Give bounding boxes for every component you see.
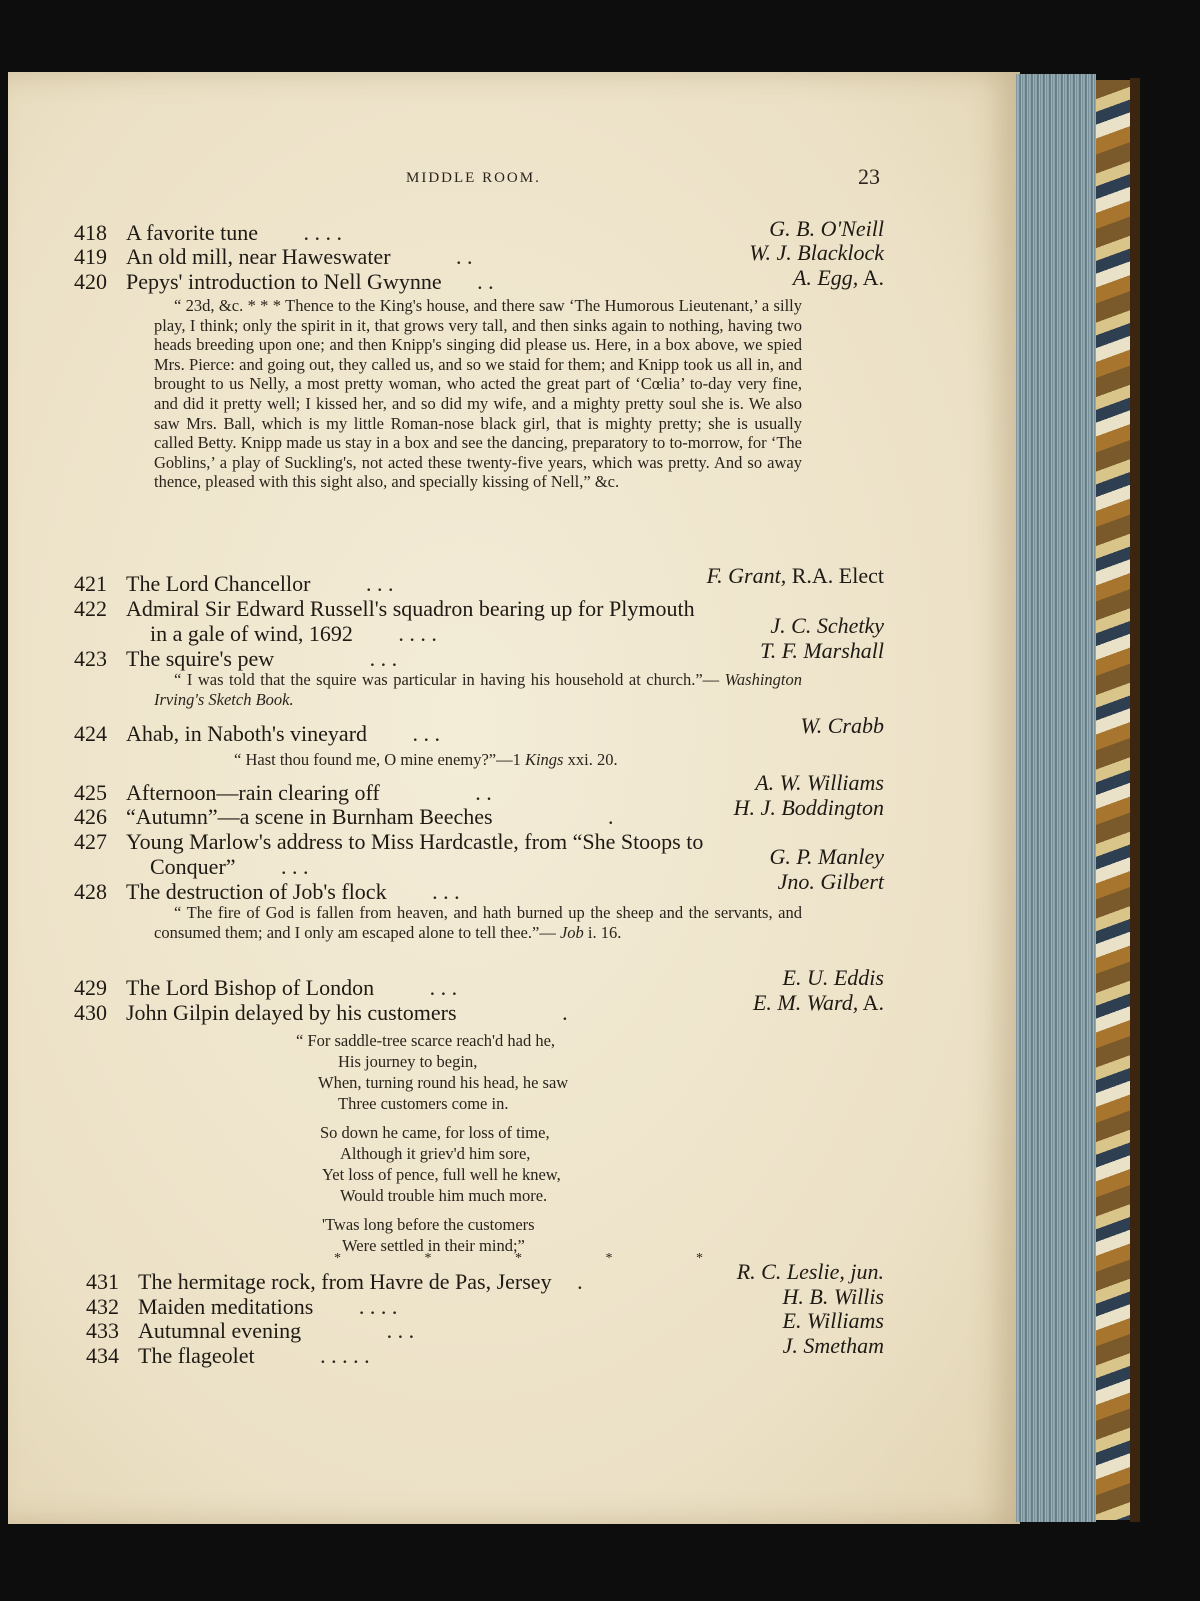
entry-title: Ahab, in Naboth's vineyard: [126, 721, 368, 746]
artist-name: E. M. Ward,: [752, 990, 859, 1015]
artist-name: G. B. O'Neill: [769, 216, 884, 241]
entry-title: John Gilpin delayed by his customers: [126, 1000, 457, 1025]
catalogue-entry-426: [74, 805, 614, 829]
artist-name: J. C. Schetky: [770, 613, 884, 638]
entry-number: 423: [74, 646, 107, 671]
entry-title: Autumnal evening: [138, 1318, 302, 1343]
entry-number: 425: [74, 780, 107, 805]
leader-dots: . . . .: [358, 1294, 398, 1319]
page-number: 23: [858, 164, 880, 189]
artist-name: W. Crabb: [800, 713, 884, 738]
entry-number: 430: [74, 1000, 107, 1025]
entry-number: 418: [74, 220, 107, 245]
catalogue-entry-424: [74, 722, 440, 746]
artist-name: J. Smetham: [782, 1333, 884, 1358]
artist-420: [793, 266, 884, 290]
entry-title: The Lord Bishop of London: [126, 975, 375, 1000]
catalogue-entry-422-cont: [150, 622, 437, 646]
entry-number: 426: [74, 804, 107, 829]
quote-source: Job: [559, 922, 584, 942]
asterisk-line: * * * * *: [334, 1251, 743, 1266]
catalogue-entry-430: [74, 1001, 568, 1025]
verse-line: When, turning round his head, he saw: [318, 1073, 569, 1092]
catalogue-entry-433: [86, 1319, 414, 1343]
catalogue-entry-427: [74, 830, 703, 854]
artist-suffix: A.: [858, 265, 884, 290]
artist-name: G. P. Manley: [769, 844, 884, 869]
artist-name: R. C. Leslie, jun.: [736, 1259, 884, 1284]
artist-427: [770, 845, 884, 869]
entry-title: Admiral Sir Edward Russell's squadron bearing up for Plymouth: [126, 596, 695, 621]
entry-number: 419: [74, 244, 107, 269]
quote-ahab: [234, 750, 794, 770]
artist-422: [770, 614, 884, 638]
artist-name: H. B. Willis: [782, 1284, 884, 1309]
leader-dots: . . .: [369, 646, 398, 671]
leader-dots: . .: [456, 244, 473, 269]
artist-426: [734, 796, 884, 820]
verse-line: Three customers come in.: [338, 1094, 509, 1113]
leader-dots: . .: [477, 269, 494, 294]
artist-419: [749, 241, 884, 265]
verse-line: “ For saddle-tree scarce reach'd had he,: [296, 1031, 556, 1050]
artist-name: T. F. Marshall: [760, 638, 884, 663]
verse-line: So down he came, for loss of time,: [320, 1123, 550, 1142]
entry-number: 427: [74, 829, 107, 854]
running-head: MIDDLE ROOM.: [406, 170, 541, 186]
catalogue-entry-423: [74, 647, 397, 671]
entry-title: The Lord Chancellor: [126, 571, 311, 596]
quote-text: “ I was told that the squire was particular in having his household at church.”—: [174, 670, 720, 689]
quote-squire: [154, 670, 802, 709]
entry-title: Conquer”: [150, 854, 236, 879]
marbled-endpaper: [1096, 80, 1134, 1520]
entry-title: Young Marlow's address to Miss Hardcastle, from “She Stoops to: [126, 829, 704, 854]
entry-number: 420: [74, 269, 107, 294]
quote-text: “ Hast thou found me, O mine enemy?”—1: [234, 750, 521, 769]
entry-number: 434: [86, 1343, 119, 1368]
catalogue-entry-420: [74, 270, 494, 294]
quote-source: Washington Irving's Sketch Book.: [154, 670, 802, 709]
quote-source: Kings: [524, 750, 564, 769]
verse-line: Were settled in their mind;”: [342, 1236, 525, 1255]
leader-dots: . . .: [429, 975, 458, 1000]
leader-dots: . . .: [281, 854, 309, 879]
leader-dots: . .: [475, 780, 492, 805]
entry-title: in a gale of wind, 1692: [150, 621, 353, 646]
artist-name: A. W. Williams: [755, 770, 884, 795]
entry-title: Afternoon—rain clearing off: [126, 780, 380, 805]
artist-425: [755, 771, 884, 795]
quote-pepys: “ 23d, &c. * * * Thence to the King's house, and there saw ‘The Humorous Lieutenant,’ a silly play, I think; only the spirit in it, that grows very tall, and then sinks again to nothing, having two heads breeding upon one; and then Knipp's singing did please us. Here, in a box above, we spied Mrs. Pierce: and going out, they called us, and so we staid for them; and Knipp took us all in, and brought to us Nelly, a most pretty woman, who acted the great part of ‘Cœlia’ to-day very fine, and did it pretty well; I kissed her, and so did my wife, and a mighty pretty soul she is. We also saw Mrs. Ball, which is my little Roman-nose black girl, that is mighty pretty; she is usually called Betty. Knipp made us stay in a box and see the dancing, preparatory to to-morrow, for ‘The Goblins,’ a play of Suckling's, not acted these twenty-five years, which was pretty. And so away thence, pleased with this sight also, and specially kissing of Nell,” &c.: [154, 296, 802, 492]
artist-418: [769, 217, 884, 241]
artist-429: [783, 966, 884, 990]
leader-dots: . . . . .: [320, 1343, 370, 1368]
artist-433: [783, 1309, 884, 1333]
verse-line: 'Twas long before the customers: [322, 1215, 535, 1234]
entry-number: 429: [74, 975, 107, 1000]
entry-title: An old mill, near Haweswater: [126, 244, 391, 269]
verse-line: Yet loss of pence, full well he knew,: [322, 1165, 561, 1184]
artist-name: E. U. Eddis: [782, 965, 884, 990]
entry-number: 431: [86, 1269, 119, 1294]
catalogue-entry-432: [86, 1295, 397, 1319]
leader-dots: . . .: [412, 721, 441, 746]
artist-suffix: A.: [858, 990, 884, 1015]
leader-dots: . . .: [386, 1318, 415, 1343]
artist-name: E. Williams: [782, 1308, 884, 1333]
artist-name: H. J. Boddington: [733, 795, 884, 820]
leader-dots: .: [562, 1000, 568, 1025]
catalogue-entry-429: [74, 976, 457, 1000]
page-fore-edge: [1016, 74, 1096, 1522]
entry-title: The hermitage rock, from Havre de Pas, Jersey: [138, 1269, 552, 1294]
catalogue-entry-434: [86, 1344, 370, 1368]
entry-title: “Autumn”—a scene in Burnham Beeches: [126, 804, 493, 829]
catalogue-entry-419: [74, 245, 473, 269]
artist-434: [783, 1334, 884, 1358]
catalogue-entry-428: [74, 880, 460, 904]
book-cover-edge: [1130, 78, 1140, 1522]
artist-431: [737, 1260, 884, 1284]
entry-title: Maiden meditations: [138, 1294, 314, 1319]
verse-line: His journey to begin,: [338, 1052, 478, 1071]
entry-title: A favorite tune: [126, 220, 258, 245]
catalogue-entry-422: [74, 597, 695, 621]
entry-number: 428: [74, 879, 107, 904]
catalogue-entry-421: [74, 572, 394, 596]
artist-suffix: R.A. Elect: [786, 563, 884, 588]
entry-title: Pepys' introduction to Nell Gwynne: [126, 269, 442, 294]
artist-name: F. Grant,: [706, 563, 787, 588]
catalogue-entry-427-cont: [150, 855, 309, 879]
entry-title: The flageolet: [138, 1343, 255, 1368]
artist-name: A. Egg,: [792, 265, 859, 290]
catalogue-entry-431: [86, 1270, 583, 1294]
verse-line: Although it griev'd him sore,: [340, 1144, 531, 1163]
leader-dots: . . . .: [398, 621, 437, 646]
catalogue-entry-418: [74, 221, 342, 245]
quote-text: “ The fire of God is fallen from heaven, and hath burned up the sheep and the servants, and consumed them; and I only am escaped alone to tell thee.”—: [154, 903, 802, 942]
verse-line: Would trouble him much more.: [340, 1186, 548, 1205]
artist-428: [778, 870, 884, 894]
leader-dots: . . . .: [303, 220, 342, 245]
entry-number: 433: [86, 1318, 119, 1343]
artist-424: [800, 714, 884, 738]
leader-dots: .: [577, 1269, 583, 1294]
quote-ref: i. 16.: [587, 922, 622, 942]
artist-name: W. J. Blacklock: [749, 240, 884, 265]
artist-430: [753, 991, 884, 1015]
entry-number: 432: [86, 1294, 119, 1319]
leader-dots: . . .: [432, 879, 460, 904]
entry-number: 421: [74, 571, 107, 596]
entry-title: The destruction of Job's flock: [126, 879, 387, 904]
leader-dots: .: [608, 804, 614, 829]
catalogue-entry-425: [74, 781, 492, 805]
entry-title: The squire's pew: [126, 646, 275, 671]
artist-name: Jno. Gilbert: [777, 869, 884, 894]
artist-423: [760, 639, 884, 663]
quote-job: [154, 903, 802, 942]
quote-ref: xxi. 20.: [567, 750, 618, 769]
entry-number: 422: [74, 596, 107, 621]
artist-432: [783, 1285, 884, 1309]
entry-number: 424: [74, 721, 107, 746]
artist-421: [707, 564, 884, 588]
leader-dots: . . .: [366, 571, 394, 596]
